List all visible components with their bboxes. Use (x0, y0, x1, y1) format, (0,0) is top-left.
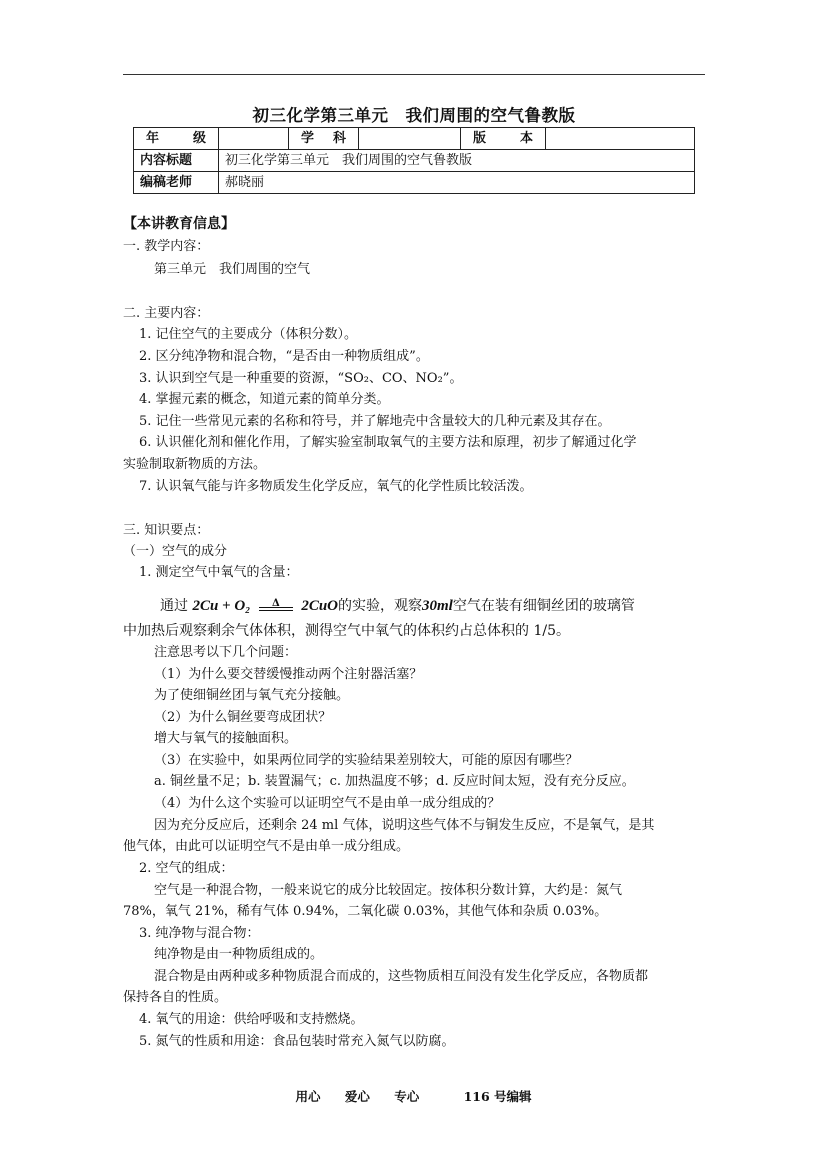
point-title: 1. 测定空气中氧气的含量： (139, 565, 299, 580)
document-title: 初三化学第三单元 我们周围的空气鲁教版 (252, 106, 576, 125)
footer-text: 爱心 (344, 1089, 370, 1104)
edition-value (546, 128, 695, 150)
question-1: （1）为什么要交替缓慢推动两个注射器活塞？ (154, 667, 423, 682)
composition-text: 空气是一种混合物，一般来说它的成分比较固定。按体积分数计算，大约是：氮气 (154, 883, 623, 898)
editor-label: 编稿老师 (134, 172, 219, 194)
teaching-content-heading: 一. 教学内容： (123, 239, 210, 254)
mixture-text-continued: 保持各自的性质。 (123, 990, 228, 1005)
header-rule (123, 74, 705, 75)
footer-editor-number: 116 号编辑 (463, 1089, 532, 1104)
reaction-arrow (255, 599, 297, 613)
grade-value (219, 128, 289, 150)
topic-value: 初三化学第三单元 我们周围的空气鲁教版 (219, 150, 695, 172)
page-footer (0, 1087, 827, 1105)
info-row-editor (134, 172, 695, 194)
footer-text: 用心 (295, 1089, 321, 1104)
composition-text-continued: 78%，氧气 21%，稀有气体 0.94%，二氧化碳 0.03%，其他气体和杂质 0.03%。 (123, 904, 608, 919)
knowledge-heading: 三. 知识要点： (123, 523, 210, 538)
main-content-heading: 二. 主要内容： (123, 306, 210, 321)
main-content-item: 3. 认识到空气是一种重要的资源，“SO₂、CO、NO₂”。 (139, 371, 463, 386)
topic-label: 内容标题 (134, 150, 219, 172)
info-table (133, 127, 695, 194)
main-content-item: 5. 记住一些常见元素的名称和符号，并了解地壳中含量较大的几种元素及其存在。 (139, 414, 611, 429)
main-content-item: 4. 掌握元素的概念，知道元素的简单分类。 (139, 392, 390, 407)
main-content-item: 6. 认识催化剂和催化作用，了解实验室制取氧气的主要方法和原理，初步了解通过化学 (139, 435, 637, 450)
eq-suffix: 的实验，观察 (338, 598, 423, 614)
heat-symbol: Δ (271, 598, 280, 609)
mixture-text: 混合物是由两种或多种物质混合而成的，这些物质相互间没有发生化学反应，各物质都 (154, 969, 649, 984)
grade-label: 年 级 (134, 128, 219, 150)
answer-1: 为了使细铜丝团与氧气充分接触。 (154, 688, 350, 703)
point-title: 3. 纯净物与混合物： (139, 926, 260, 941)
answer-4: 因为充分反应后，还剩余 24 ml 气体，说明这些气体不与铜发生反应，不是氧气，是其 (154, 818, 655, 833)
footer-text: 专心 (394, 1089, 420, 1104)
main-content-item: 2. 区分纯净物和混合物，“是否由一种物质组成”。 (139, 349, 429, 364)
subject-value (359, 128, 461, 150)
eq-prefix: 通过 (160, 598, 188, 614)
equation-reactants: 2Cu + O₂ (192, 598, 251, 614)
equation-product: 2CuO (301, 598, 339, 614)
main-content-item: 7. 认识氧气能与许多物质发生化学反应，氧气的化学性质比较活泼。 (139, 479, 533, 494)
question-4: （4）为什么这个实验可以证明空气不是由单一成分组成的？ (154, 796, 501, 811)
answer-3: a. 铜丝量不足；b. 装置漏气；c. 加热温度不够；d. 反应时间太短，没有充分反应。 (154, 774, 635, 789)
air-volume: 30ml (422, 598, 453, 614)
teaching-content-text: 第三单元 我们周围的空气 (154, 262, 311, 277)
nitrogen-uses: 5. 氮气的性质和用途：食品包装时常充入氮气以防腐。 (139, 1034, 455, 1049)
edition-label: 版 本 (461, 128, 546, 150)
main-content-item-continued: 实验制取新物质的方法。 (123, 457, 267, 472)
editor-value: 郝晓丽 (219, 172, 695, 194)
question-2: （2）为什么铜丝要弯成团状？ (154, 710, 332, 725)
note-text: 注意思考以下几个问题： (154, 645, 298, 660)
reaction-sentence-continued: 中加热后观察剩余气体体积，测得空气中氧气的体积约占总体积的 1/5。 (123, 623, 570, 639)
main-content-item: 1. 记住空气的主要成分（体积分数）。 (139, 327, 358, 342)
eq-suffix-b: 空气在装有细铜丝团的玻璃管 (452, 598, 635, 614)
pure-substance-text: 纯净物是由一种物质组成的。 (154, 947, 324, 962)
oxygen-uses: 4. 氧气的用途：供给呼吸和支持燃烧。 (139, 1012, 364, 1027)
section-heading: 【本讲教育信息】 (123, 216, 235, 232)
answer-2: 增大与氧气的接触面积。 (154, 731, 298, 746)
info-row-topic (134, 150, 695, 172)
point-title: 2. 空气的组成： (139, 861, 234, 876)
info-row-grade (134, 128, 695, 150)
knowledge-subheading: （一）空气的成分 (123, 544, 228, 559)
subject-label: 学 科 (289, 128, 359, 150)
answer-4-continued: 他气体，由此可以证明空气不是由单一成分组成。 (123, 839, 410, 854)
question-3: （3）在实验中，如果两位同学的实验结果差别较大，可能的原因有哪些？ (154, 753, 579, 768)
reaction-sentence (160, 596, 635, 616)
